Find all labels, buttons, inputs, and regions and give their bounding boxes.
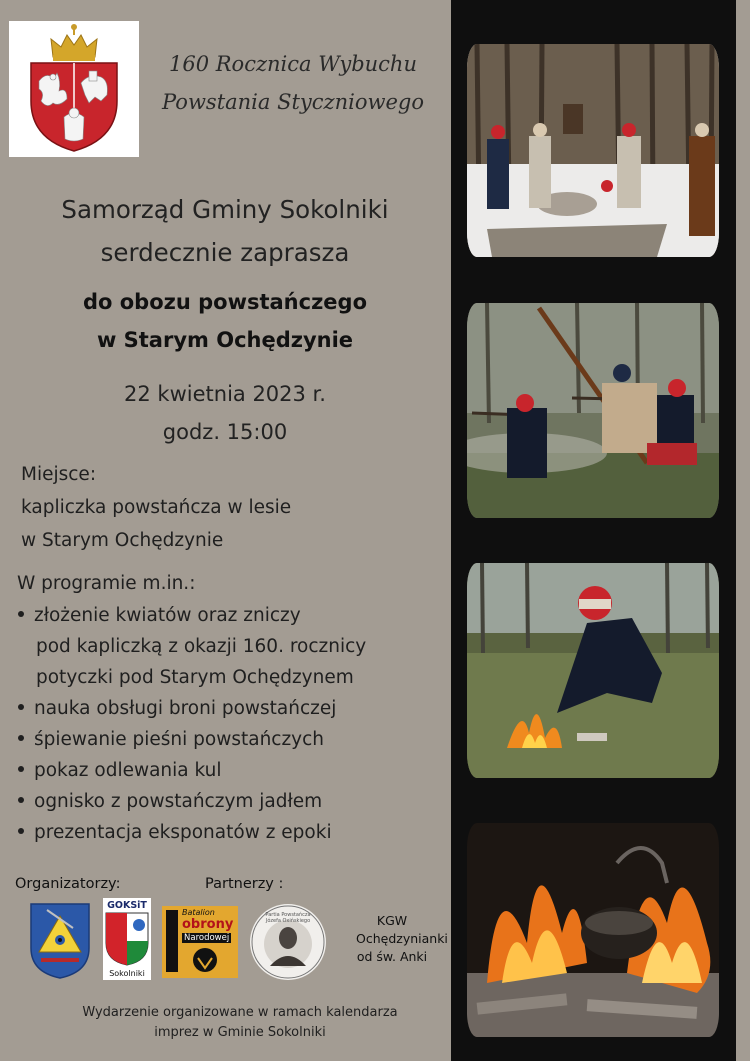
photo-shrine-ceremony [467, 44, 719, 257]
right-edge [736, 0, 750, 1061]
anniversary-title-line1: 160 Rocznica Wybuchu [168, 52, 417, 76]
batalion-line2: obrony [182, 917, 234, 932]
batalion-obrony-narodowej-logo [162, 906, 238, 978]
kgw-ochedzynianki [356, 912, 448, 966]
invite-camp: do obozu powstańczego [82, 290, 368, 314]
program-item: nauka obsługi broni powstańczej [18, 698, 336, 719]
event-date: 22 kwietnia 2023 r. [124, 382, 326, 406]
photo-riflemen [467, 303, 719, 518]
bullet-icon [18, 611, 24, 617]
kgw-line3: od św. Anki [356, 949, 428, 964]
goksit-logo [103, 898, 151, 980]
program-item: śpiewanie pieśni powstańczych [18, 729, 324, 750]
program-item-cont: potyczki pod Starym Ochędzynem [36, 667, 354, 688]
batalion-line1: Batalion [182, 908, 215, 917]
program-item-cont: pod kapliczką z okazji 160. rocznicy [36, 636, 367, 657]
bullet-icon [18, 735, 24, 741]
invite-host: Samorząd Gminy Sokolniki [61, 195, 389, 224]
program-item: złożenie kwiatów oraz zniczy [18, 605, 301, 626]
program-item: prezentacja eksponatów z epoki [18, 822, 332, 843]
bullet-icon [18, 828, 24, 834]
bullet-icon [18, 704, 24, 710]
partners-label: Partnerzy : [205, 876, 284, 892]
place-label: Miejsce: [21, 464, 97, 485]
footer-line1: Wydarzenie organizowane w ramach kalendarza [82, 1005, 398, 1020]
batalion-line3: Narodowej [184, 933, 230, 943]
program-label: W programie m.in.: [17, 573, 196, 594]
anniversary-title-line2: Powstania Styczniowego [162, 90, 424, 114]
invite-invites: serdecznie zaprasza [100, 238, 350, 267]
bullet-icon [18, 797, 24, 803]
emblem-icon [190, 946, 220, 974]
invite-location: w Starym Ochędzynie [96, 328, 354, 352]
shield-icon [29, 902, 91, 980]
organizers-label: Organizatorzy: [15, 876, 121, 892]
event-time: godz. 15:00 [162, 420, 288, 444]
kgw-line1: KGW [376, 913, 408, 928]
footer-line2: imprez w Gminie Sokolniki [154, 1025, 326, 1040]
partia-powstancza-logo [250, 904, 326, 980]
place-line1: kapliczka powstańcza w lesie [21, 497, 292, 518]
gmina-sokolniki-coat-of-arms [29, 902, 91, 984]
photo-campfire-soldier [467, 563, 719, 778]
photo-fire-pot [467, 823, 719, 1037]
kgw-line2: Ochędzynianki [356, 931, 448, 946]
goksit-shield-icon [103, 911, 151, 967]
emblem-box [9, 21, 139, 157]
partia-name: Partia Powstańcza Józefa Oxińskiego [265, 912, 311, 924]
bullet-icon [18, 766, 24, 772]
goksit-name: GOKSiT [107, 900, 147, 911]
goksit-town: Sokolniki [109, 969, 145, 978]
place-line2: w Starym Ochędzynie [21, 530, 224, 551]
coat-of-arms-icon [9, 21, 139, 157]
batalion-bar [166, 910, 178, 972]
program-item: ognisko z powstańczym jadłem [18, 791, 322, 812]
program-item: pokaz odlewania kul [18, 760, 222, 781]
